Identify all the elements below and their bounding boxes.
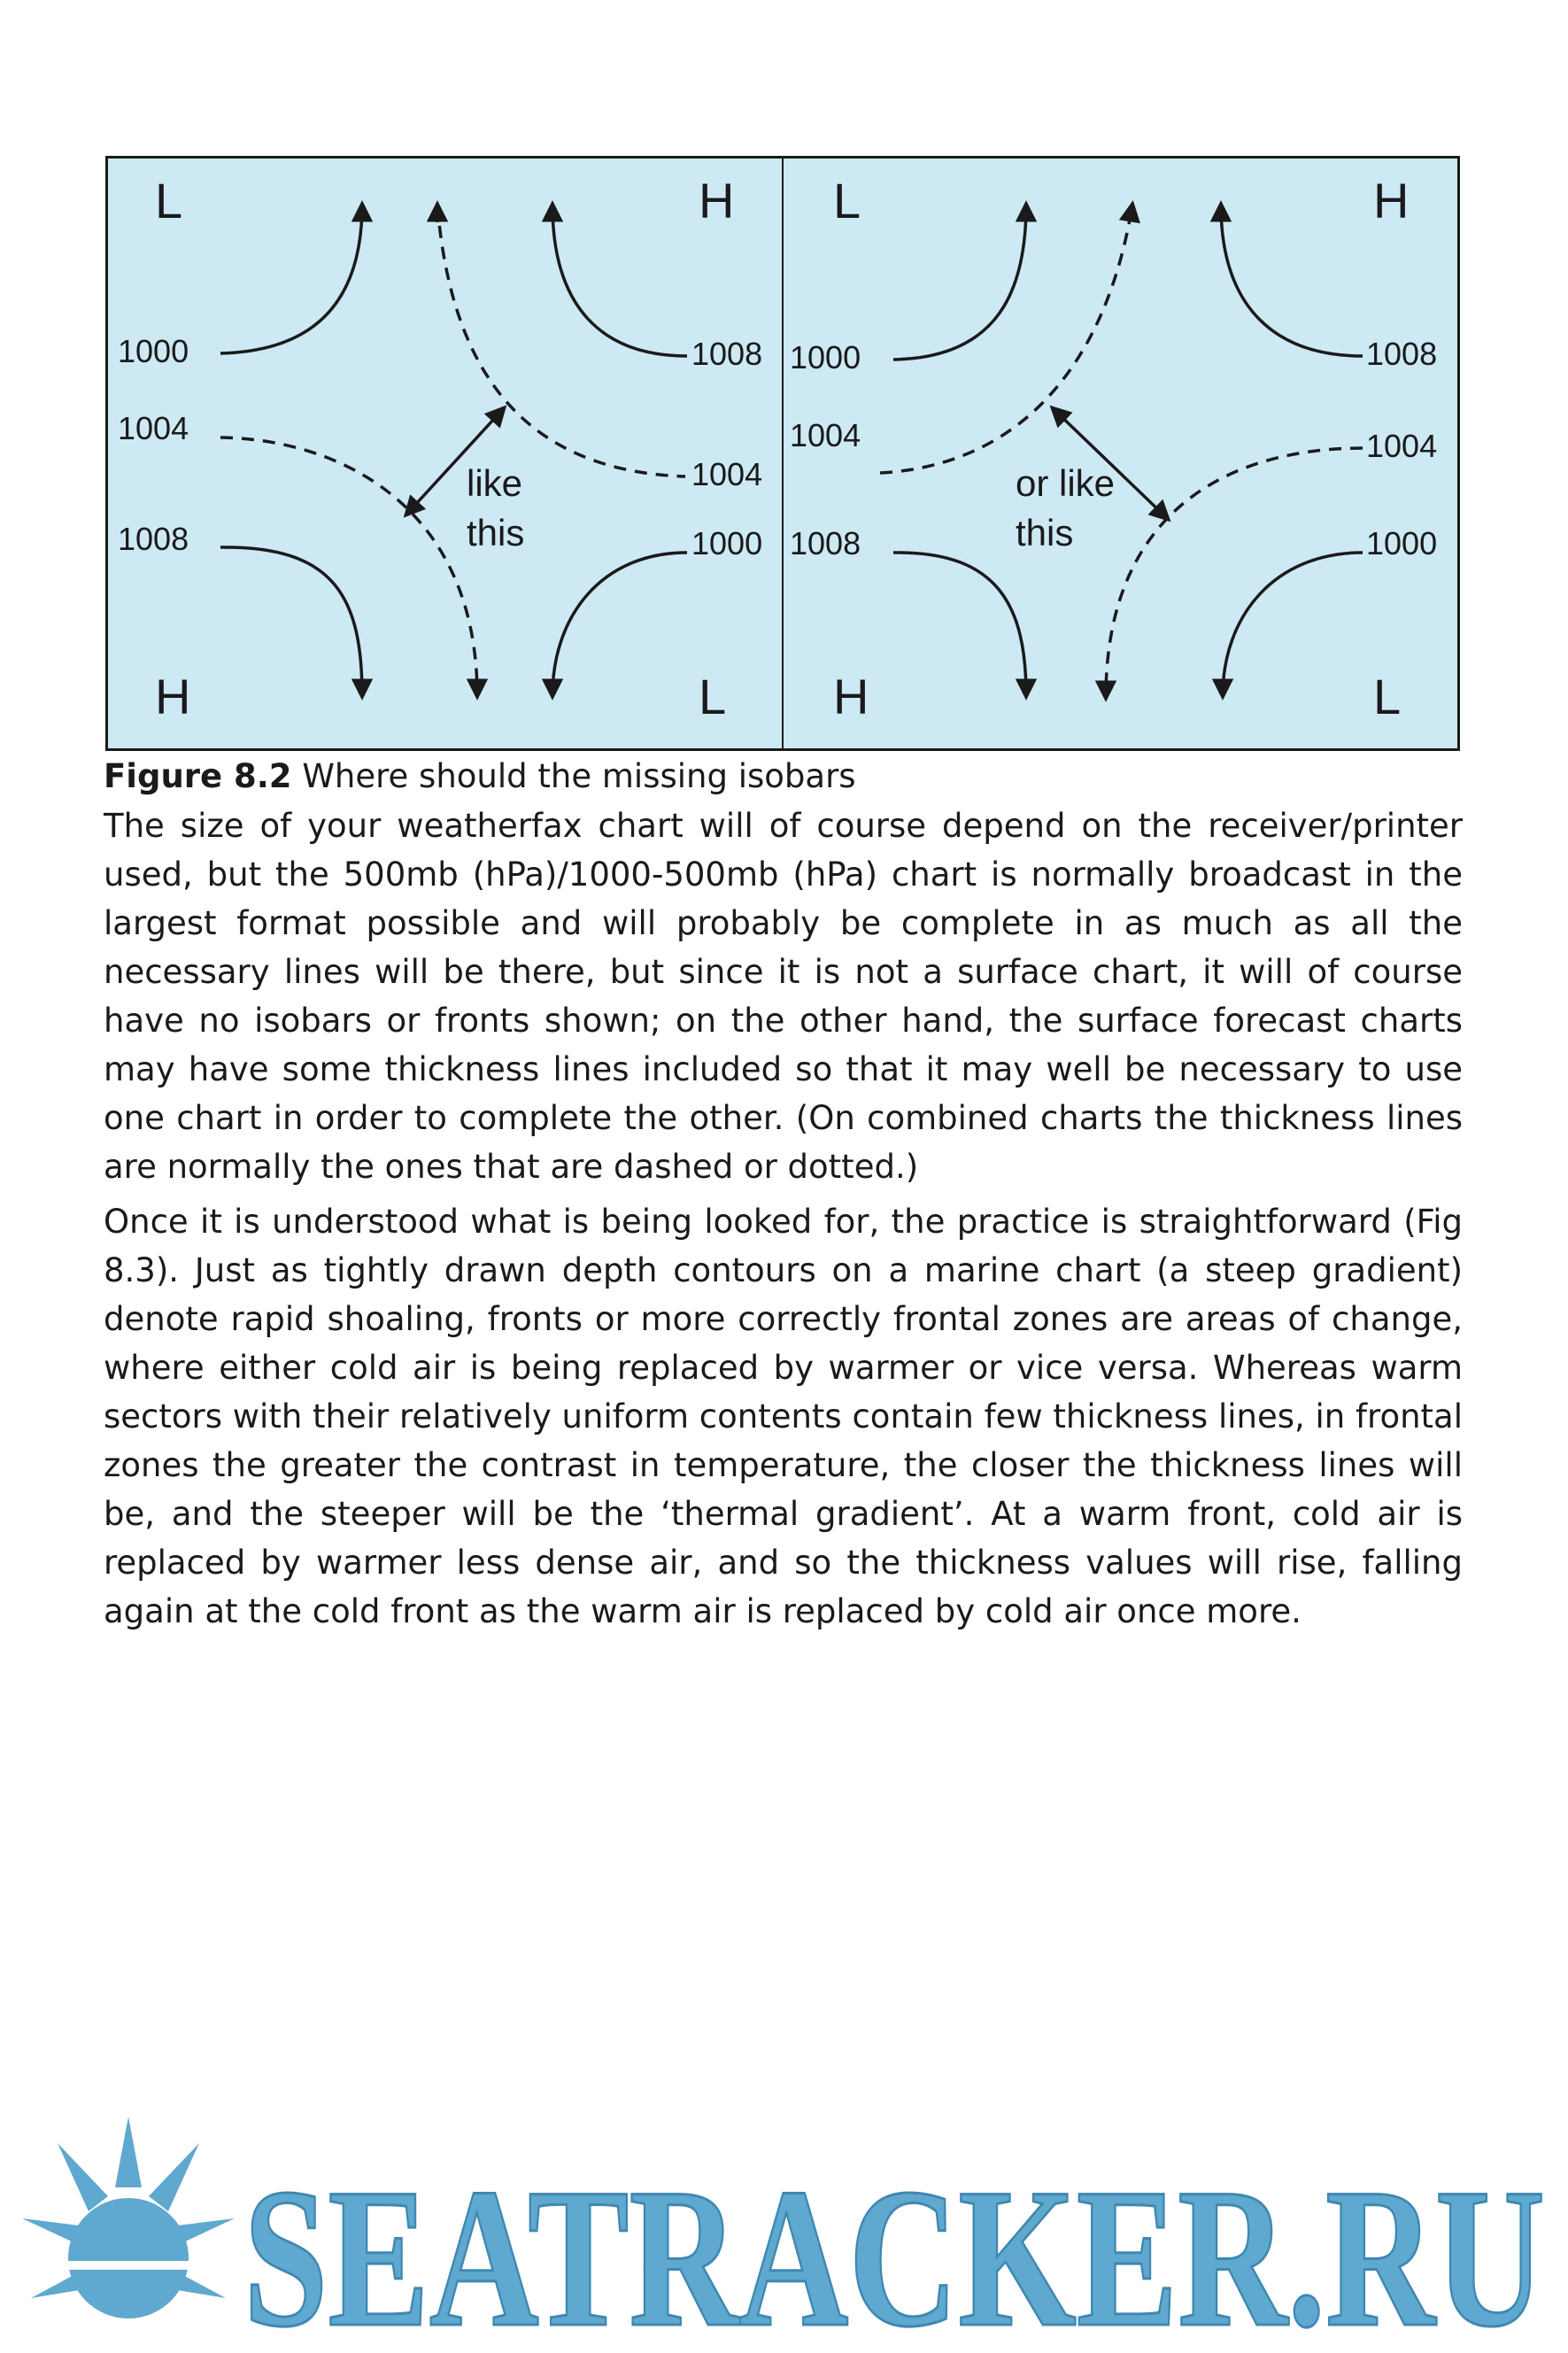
sun-icon	[22, 2117, 235, 2318]
watermark-text: SEATRACKER.RU	[243, 2147, 1545, 2351]
right-label-1000: 1000	[1366, 525, 1438, 561]
left-corner-bottom-left: H	[155, 669, 191, 724]
right-label-1008: 1008	[691, 336, 763, 372]
right-label-1008: 1008	[1366, 336, 1438, 372]
annotation-or-like: or like	[1016, 462, 1116, 504]
annotation-this: this	[467, 512, 525, 553]
figure-caption	[104, 755, 1463, 799]
left-label-1000: 1000	[790, 339, 861, 375]
right-label-1004: 1004	[691, 456, 763, 492]
right-corner-bottom-right: L	[1373, 669, 1402, 724]
right-label-1004: 1004	[1366, 428, 1438, 464]
left-corner-top-left: L	[155, 173, 183, 228]
isobar-figure	[105, 156, 1460, 751]
left-label-1000: 1000	[118, 333, 189, 369]
annotation-like: like	[467, 462, 523, 504]
body-paragraph-2: Once it is understood what is being looked for, the practice is straightforward (Fig 8.3). Just as tightly drawn depth contours on a marine chart (a steep gradient) denote rapid shoaling, fronts or more correctly frontal zones are areas of change, where either cold air is being replaced by warmer or vice versa. Whereas warm sectors with their relatively uniform contents contain few thickness lines, in frontal zones the greater the contrast in temperature, the closer the thickness lines will be, and the steeper will be the ‘thermal gradient’. At a warm front, cold air is replaced by warmer less dense air, and so the thickness values will rise, falling again at the cold front as the warm air is replaced by cold air once more.	[104, 1203, 1463, 1630]
left-corner-top-right: H	[699, 173, 735, 228]
right-corner-top-right: H	[1373, 173, 1410, 228]
annotation-this: this	[1016, 512, 1074, 553]
caption-label: Figure 8.2	[104, 757, 292, 795]
left-label-1008: 1008	[790, 525, 861, 561]
body-paragraph-1: The size of your weatherfax chart will of course depend on the receiver/printer used, but the 500mb (hPa)/1000-500mb (hPa) chart is normally broadcast in the largest format possible and will probably be complete in as much as all the necessary lines will be there, but since it is not a surface chart, it will of course have no isobars or fronts shown; on the other hand, the surface forecast charts may have some thickness lines included so that it may well be necessary to use one chart in order to complete the other. (On combined charts the thickness lines are normally the ones that are dashed or dotted.)	[104, 807, 1463, 1186]
left-label-1004: 1004	[118, 410, 189, 446]
right-label-1000: 1000	[691, 525, 763, 561]
left-corner-bottom-right: L	[699, 669, 727, 724]
right-corner-top-left: L	[833, 173, 861, 228]
caption-text: Where should the missing isobars	[291, 757, 856, 795]
right-corner-bottom-left: H	[833, 669, 869, 724]
seatracker-watermark	[18, 2112, 1550, 2351]
left-label-1004: 1004	[790, 417, 861, 453]
left-label-1008: 1008	[118, 521, 189, 557]
